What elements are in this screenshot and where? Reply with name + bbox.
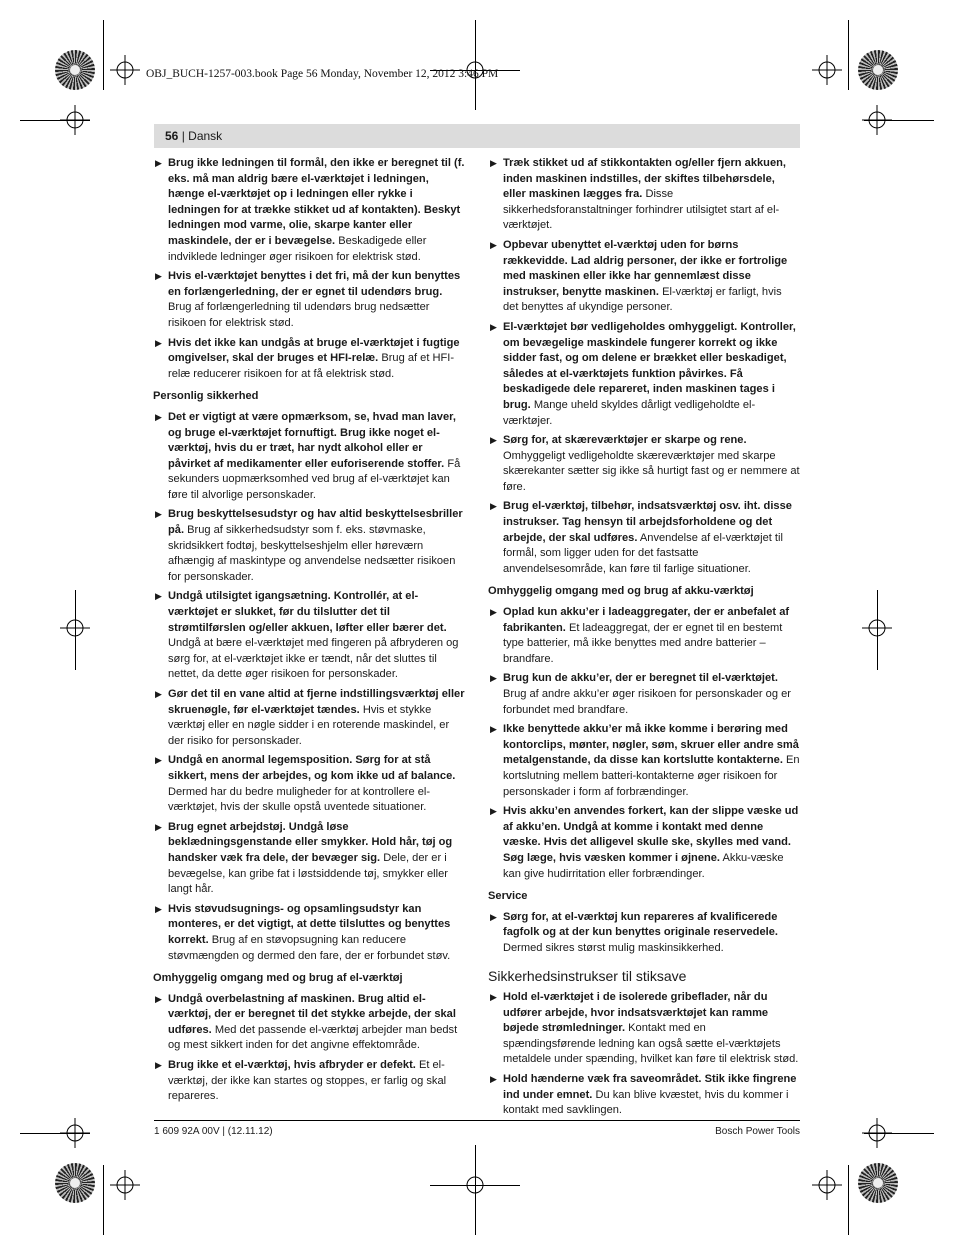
- page-number: 56: [165, 129, 179, 143]
- bullet-arrow-icon: ▶: [155, 689, 162, 699]
- bullet-item: [153, 902, 465, 964]
- bullet-arrow-icon: ▶: [155, 271, 162, 282]
- page-header: [165, 129, 222, 143]
- bullet-bold-text: Hvis akku’en anvendes forkert, kan der slippe væske ud af akku’en. Undgå at komme i kontakt med denne væske. Hvis det alligevel skulle ske, skylles med vand. Søg læge, hvis væsken kommer i øjnene.: [503, 805, 799, 864]
- bullet-item: [153, 992, 465, 1054]
- bullet-body-text: Dermed sikres størst mulig maskinsikkerhed.: [503, 941, 724, 954]
- bullet-bold-text: Hvis det ikke kan undgås at bruge el-værktøjet i fugtige omgivelser, skal der bruges et HFI-relæ.: [168, 336, 460, 365]
- page-header-bar: [154, 124, 800, 148]
- bullet-body-text: Kontakt med en spændingsførende ledning kan også sætte el-værktøjets metaldele under spænding, hvilket kan føre til elektrisk stød.: [503, 1022, 799, 1066]
- bullet-item: [488, 1072, 800, 1119]
- bullet-arrow-icon: ▶: [490, 321, 497, 332]
- bullet-body-text: Akku-væske kan give hudirritation eller forbrændinger.: [503, 851, 784, 880]
- footer-brand: Bosch Power Tools: [715, 1126, 800, 1137]
- bullet-arrow-icon: ▶: [490, 158, 497, 168]
- bullet-item: [153, 269, 465, 331]
- bullet-bold-text: Opbevar ubenyttet el-værktøj uden for børns rækkevidde. Lad aldrig personer, der ikke er fortrolige med maskinen eller ikke har gennemlæst disse instrukser, benytte maskinen.: [503, 238, 788, 298]
- bullet-arrow-icon: ▶: [155, 591, 162, 602]
- bullet-arrow-icon: ▶: [490, 435, 497, 446]
- bullet-bold-text: Brug egnet arbejdstøj. Undgå løse beklædningsgenstande eller smykker. Hold hår, tøj og handsker væk fra dele, der bevæger sig.: [168, 820, 453, 864]
- bullet-bold-text: Hvis støvudsugnings- og opsamlingsudstyr kan monteres, er det vigtigt, at dette tilsluttes og benyttes korrekt.: [168, 902, 451, 946]
- bullet-body-text: Disse sikkerhedsforanstaltninger forhindrer utilsigtet start af el-værktøjet.: [503, 188, 780, 232]
- bullet-body-text: Omhyggeligt vedligeholdte skæreværktøjer med skarpe skærekanter sætter sig ikke så hurtigt fast og er nemmere at føre.: [503, 449, 800, 493]
- header-language: Dansk: [188, 129, 223, 143]
- bullet-body-text: Undgå at bære el-værktøjet med fingeren på afbryderen og sørg for, at el-værktøjet ikke er tændt, når det sluttes til nettet, da dette øger risikoen for personskader.: [168, 637, 459, 681]
- bullet-item: [153, 753, 465, 815]
- bullet-arrow-icon: ▶: [490, 911, 497, 922]
- section-heading: Personlig sikkerhed: [153, 390, 259, 403]
- bullet-body-text: Anvendelse af el-værktøjet til formål, som ligger uden for det fastsatte anvendelsesområde, kan føre til farlige situationer.: [503, 531, 783, 575]
- bullet-item: [153, 336, 465, 383]
- bullet-item: [488, 722, 800, 800]
- bullet-arrow-icon: ▶: [490, 992, 497, 1003]
- bullet-body-text: Brug af andre akku’er øger risikoen for personskader og er forbundet med brandfare.: [503, 688, 791, 716]
- bullet-bold-text: Sørg for, at el-værktøj kun repareres af kvalificerede fagfolk og at der kun benyttes originale reservedele.: [503, 910, 778, 939]
- bullet-arrow-icon: ▶: [155, 903, 162, 914]
- bullet-bold-text: Brug ikke ledningen til formål, den ikke er beregnet til (f. eks. må man aldrig bære el-værktøjet i ledningen, hænge el-værktøjet op i ledningen eller rykke i ledningen for at trække stikket ud af kontakten). Beskyt ledningen mod varme, olie, skarpe kanter eller maskindele, der er i bevægelse.: [168, 157, 465, 247]
- bullet-item: [488, 499, 800, 577]
- footer-rule: [154, 1120, 800, 1121]
- bullet-bold-text: Hold el-værktøjet i de isolerede gribeflader, når du udfører arbejde, hvor indsatsværktøjet kan ramme bøjede strømledninger.: [503, 991, 769, 1035]
- bullet-bold-text: Undgå utilsigtet igangsætning. Kontrollér, at el-værktøjet er slukket, før du tilslutter det til strømtilførslen og/eller akkuen, løfter eller bærer det.: [168, 590, 447, 634]
- bullet-bold-text: Brug beskyttelsesudstyr og hav altid beskyttelsesbriller på.: [168, 508, 463, 537]
- bullet-body-text: Dele, der er i bevægelse, kan gribe fat i løstsiddende tøj, smykker eller langt hår.: [168, 851, 448, 896]
- left-column: [153, 156, 465, 1109]
- bullet-item: [488, 605, 800, 667]
- bullet-body-text: Beskadigede eller indviklede ledninger øger risikoen for elektrisk stød.: [168, 234, 427, 263]
- bullet-body-text: Få sekunders uopmærksomhed ved brug af el-værktøjet kan føre til alvorlige personskader.: [168, 457, 461, 501]
- bullet-arrow-icon: ▶: [155, 509, 162, 520]
- bullet-arrow-icon: ▶: [490, 239, 497, 250]
- bullet-bold-text: Ikke benyttede akku’er må ikke komme i berøring med kontorclips, mønter, nøgler, søm, skruer eller andre små metalgenstande, da disse kan kortslutte kontakterne.: [503, 723, 799, 767]
- bullet-bold-text: Brug kun de akku’er, der er beregnet til el-værktøjet.: [503, 672, 778, 685]
- bullet-bold-text: El-værktøjet bør vedligeholdes omhyggeligt. Kontroller, om bevægelige maskindele fungerer korrekt og ikke sidder fast, og om delene er brækket eller beskadiget, således at el-værktøjets funktion påvirkes. Få beskadigede dele repareret, inden maskinen tages i brug.: [503, 320, 796, 411]
- bullet-arrow-icon: ▶: [155, 821, 162, 832]
- bullet-body-text: Hvis et stykke værktøj eller en nøgle sidder i en roterende maskindel, er der risiko for personskader.: [168, 703, 450, 747]
- bullet-body-text: Du kan blive kvæstet, hvis du kommer i kontakt med savklingen.: [503, 1088, 789, 1117]
- bullet-body-text: Med det passende el-værktøj arbejder man bedst og mest sikkert inden for det angivne effektområde.: [168, 1023, 458, 1052]
- bullet-item: [153, 1058, 465, 1105]
- bullet-bold-text: Undgå overbelastning af maskinen. Brug altid el-værktøj, der er beregnet til det stykke arbejde, der skal udføres.: [168, 992, 456, 1036]
- bullet-item: [488, 990, 800, 1068]
- bullet-bold-text: Brug ikke et el-værktøj, hvis afbryder er defekt.: [168, 1059, 416, 1072]
- bullet-body-text: El-værktøj er farligt, hvis det benyttes af ukyndige personer.: [503, 285, 782, 314]
- bullet-arrow-icon: ▶: [155, 411, 162, 422]
- bullet-body-text: Brug af et HFI-relæ reducerer risikoen for at få elektrisk stød.: [168, 352, 455, 380]
- bullet-bold-text: Hvis el-værktøjet benyttes i det fri, må der kun benyttes en forlængerledning, der er egnet til udendørs brug.: [168, 270, 461, 298]
- bullet-arrow-icon: ▶: [155, 158, 162, 168]
- section-heading: Omhyggelig omgang med og brug af akku-værktøj: [488, 585, 754, 598]
- bullet-item: [488, 156, 800, 234]
- right-column: [488, 156, 800, 1123]
- bullet-arrow-icon: ▶: [490, 1074, 497, 1085]
- bullet-item: [153, 589, 465, 683]
- bullet-body-text: Brug af en støvopsugning kan reducere støvmængden og dermed den fare, der er forbundet støv.: [168, 933, 451, 962]
- bullet-item: [488, 320, 800, 429]
- bullet-arrow-icon: ▶: [490, 607, 497, 618]
- bullet-item: [488, 433, 800, 495]
- bullet-bold-text: Det er vigtigt at være opmærksom, se, hvad man laver, og bruge el-værktøjet fornuftigt. Brug ikke noget el-værktøj, hvis du er træt, har nydt alkohol eller er påvirket af medikamenter eller euforiserende stoffer.: [168, 410, 456, 470]
- section-heading: Omhyggelig omgang med og brug af el-værktøj: [153, 972, 403, 985]
- print-slug: OBJ_BUCH-1257-003.book Page 56 Monday, November 12, 2012 3:46 PM: [146, 68, 499, 80]
- bullet-item: [488, 804, 800, 882]
- bullet-item: [153, 507, 465, 585]
- bullet-arrow-icon: ▶: [490, 501, 497, 512]
- subsection-heading: Sikkerhedsinstrukser til stiksave: [488, 967, 687, 984]
- bullet-item: [153, 687, 465, 749]
- bullet-body-text: Brug af sikkerhedsudstyr som f. eks. støvmaske, skridsikkert fodtøj, beskyttelseshjelm eller høreværn afhængig af maskintype og anvendelse nedsætter risikoen for personskader.: [168, 524, 456, 583]
- section-heading: Service: [488, 890, 528, 903]
- bullet-bold-text: Gør det til en vane altid at fjerne indstillingsværktøj eller skruenøgle, før el-værktøjet tændes.: [168, 688, 465, 716]
- bullet-body-text: Et el-værktøj, der ikke kan startes og stoppes, er farlig og skal repareres.: [168, 1059, 447, 1103]
- bullet-item: [153, 820, 465, 898]
- bullet-bold-text: Hold hænderne væk fra saveområdet. Stik ikke fingrene ind under emnet.: [503, 1073, 797, 1101]
- bullet-bold-text: Oplad kun akku’er i ladeaggregater, der er anbefalet af fabrikanten.: [503, 606, 790, 634]
- bullet-body-text: Dermed har du bedre muligheder for at kontrollere el-værktøjet, hvis der skulle opstå uventede situationer.: [168, 785, 431, 814]
- bullet-bold-text: Undgå en anormal legemsposition. Sørg for at stå sikkert, mens der arbejdes, og kom ikke ud af balance.: [168, 754, 456, 782]
- bullet-body-text: Brug af forlængerledning til udendørs brug nedsætter risikoen for elektrisk stød.: [168, 301, 430, 329]
- bullet-arrow-icon: ▶: [155, 1060, 162, 1071]
- bullet-arrow-icon: ▶: [490, 724, 497, 735]
- bullet-arrow-icon: ▶: [155, 337, 162, 348]
- bullet-body-text: Et ladeaggregat, der er egnet til en bestemt type batterier, må ikke benyttes med andre batterier – brandfare.: [503, 621, 783, 665]
- bullet-arrow-icon: ▶: [155, 993, 162, 1004]
- bullet-arrow-icon: ▶: [490, 806, 497, 817]
- bullet-item: [488, 910, 800, 957]
- bullet-item: [488, 671, 800, 718]
- header-separator: |: [178, 129, 189, 143]
- bullet-item: [153, 156, 465, 265]
- bullet-body-text: En kortslutning mellem batteri-kontakterne øger risikoen for personskader i form af forbrændinger.: [503, 754, 800, 798]
- bullet-arrow-icon: ▶: [155, 755, 162, 766]
- bullet-item: [153, 410, 465, 504]
- bullet-bold-text: Træk stikket ud af stikkontakten og/eller fjern akkuen, inden maskinen indstilles, der skiftes tilbehørsdele, eller maskinen lægges fra.: [503, 157, 786, 201]
- bullet-bold-text: Sørg for, at skæreværktøjer er skarpe og rene.: [503, 434, 747, 447]
- footer-document-code: 1 609 92A 00V | (12.11.12): [154, 1126, 273, 1137]
- bullet-bold-text: Brug el-værktøj, tilbehør, indsatsværktøj osv. iht. disse instrukser. Tag hensyn til arbejdsforholdene og det arbejde, der skal udføres.: [503, 500, 792, 544]
- bullet-arrow-icon: ▶: [490, 673, 497, 684]
- bullet-body-text: Mange uheld skyldes dårligt vedligeholdte el-værktøjer.: [503, 398, 756, 427]
- bullet-item: [488, 238, 800, 316]
